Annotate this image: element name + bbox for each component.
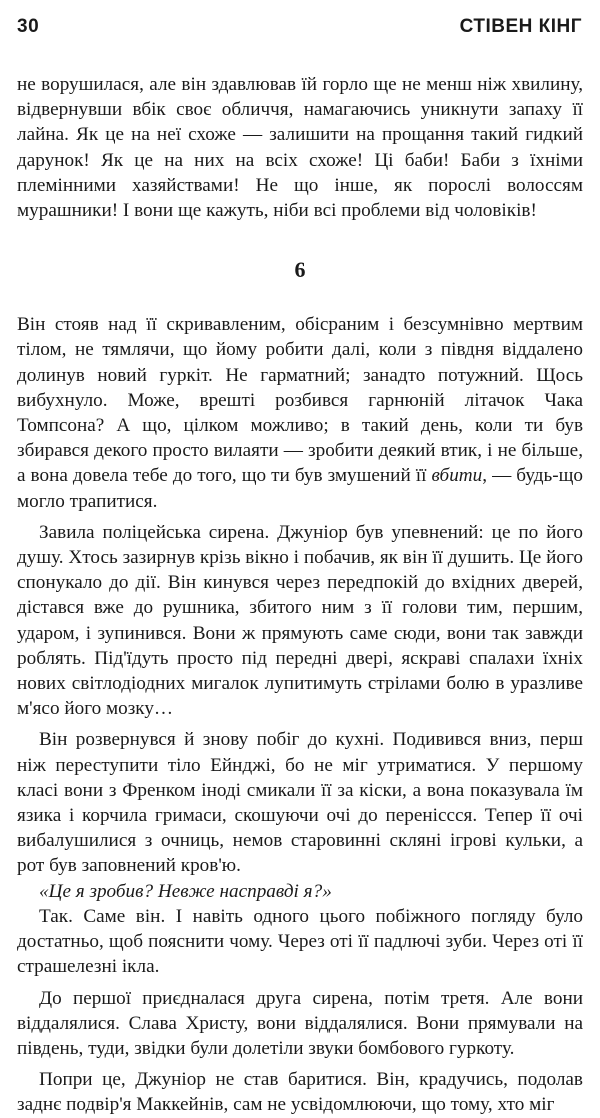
section-number: 6 (294, 257, 306, 283)
text-body (17, 72, 583, 1118)
running-head (17, 16, 582, 44)
paragraph-text: , — будь-що могло трапитися. (17, 465, 583, 512)
paragraph: Він розвернувся й знову побіг до кухні. Подивився вниз, перш ніж переступити тіло Ейнджі, бо не міг утриматися. У першому класі вони з Френком іноді смикали її за кіски, а вона показувала їм язика і корчила гримаси, скошуючи очі до переніссся. Тепер її очі вибалушилися з очниць, немов старовинні скляні ігрові кульки, а рот був заповнений кров'ю. (17, 729, 583, 877)
italic-thought: «Це я зробив? Невже насправді я?» (39, 880, 332, 902)
paragraph: Так. Саме він. І навіть одного цього побіжного погляду було достатньо, щоб пояснити чому. Через оті її падлючі зуби. Через оті її страшелезні ікла. (17, 905, 583, 978)
emphasized-word: вбити (431, 465, 483, 487)
paragraph: До першої приєдналася друга сирена, потім третя. Але вони віддалялися. Слава Христу, вони віддалялися. Вони прямували на південь, туди, звідки були долетіли звуки бомбового гуркоту. (17, 987, 583, 1059)
page-number: 30 (17, 16, 40, 37)
paragraph-continuation: не ворушилася, але він здавлював їй горло ще не менш ніж хвилину, відвернувши вбік своє обличчя, намагаючись уникнути запаху її лайна. Як це на неї схоже — залишити на прощання такий гидкий дарунок! Як це на них на всіх схоже! Ці баби! Баби з їхніми племінними хазяйствами! Не що інше, як порослі волоссям мурашники! І вони ще кажуть, ніби всі проблеми від чоловіків! (17, 74, 583, 222)
running-head-author: СТІВЕН КІНГ (459, 16, 582, 37)
paragraph: Попри це, Джуніор не став баритися. Він, крадучись, подолав заднє подвір'я Маккейнів, сам не усвідомлюючи, що тому, хто міг (17, 1069, 583, 1116)
paragraph: Завила поліцейська сирена. Джуніор був упевнений: це по його душу. Хтось зазирнув крізь вікно і побачив, як він її душить. Це його спонукало до дії. Він кинувся через передпокій до вхідних дверей, дістався вже до рушника, збитого ним з її голови тим, першим, ударом, і зупинився. Вони ж прямують саме сюди, вони так завжди роблять. Під'їдуть просто під передні двері, яскраві спалахи їхніх нових світлодіодних мигалок лупитимуть стрілами болю в уразливе м'ясо його мозку… (17, 521, 583, 720)
paragraph-text: Він стояв над її скривавленим, обісраним і безсумнівно мертвим тілом, не тямлячи, що йому робити далі, коли з півдня віддалено долинув новий гуркіт. Не гарматний; занадто потужний. Щось вибухнуло. Може, врешті розбився гарнюній літачок Чака Томпсона? А що, цілком можливо; в такий день, коли ти був збирався декого просто вилаяти — зробити деякий втик, і не більше, а вона довела тебе до того, що ти був змушений її (17, 314, 583, 487)
paragraph (17, 312, 583, 514)
paragraph-italic-thought (17, 879, 583, 904)
